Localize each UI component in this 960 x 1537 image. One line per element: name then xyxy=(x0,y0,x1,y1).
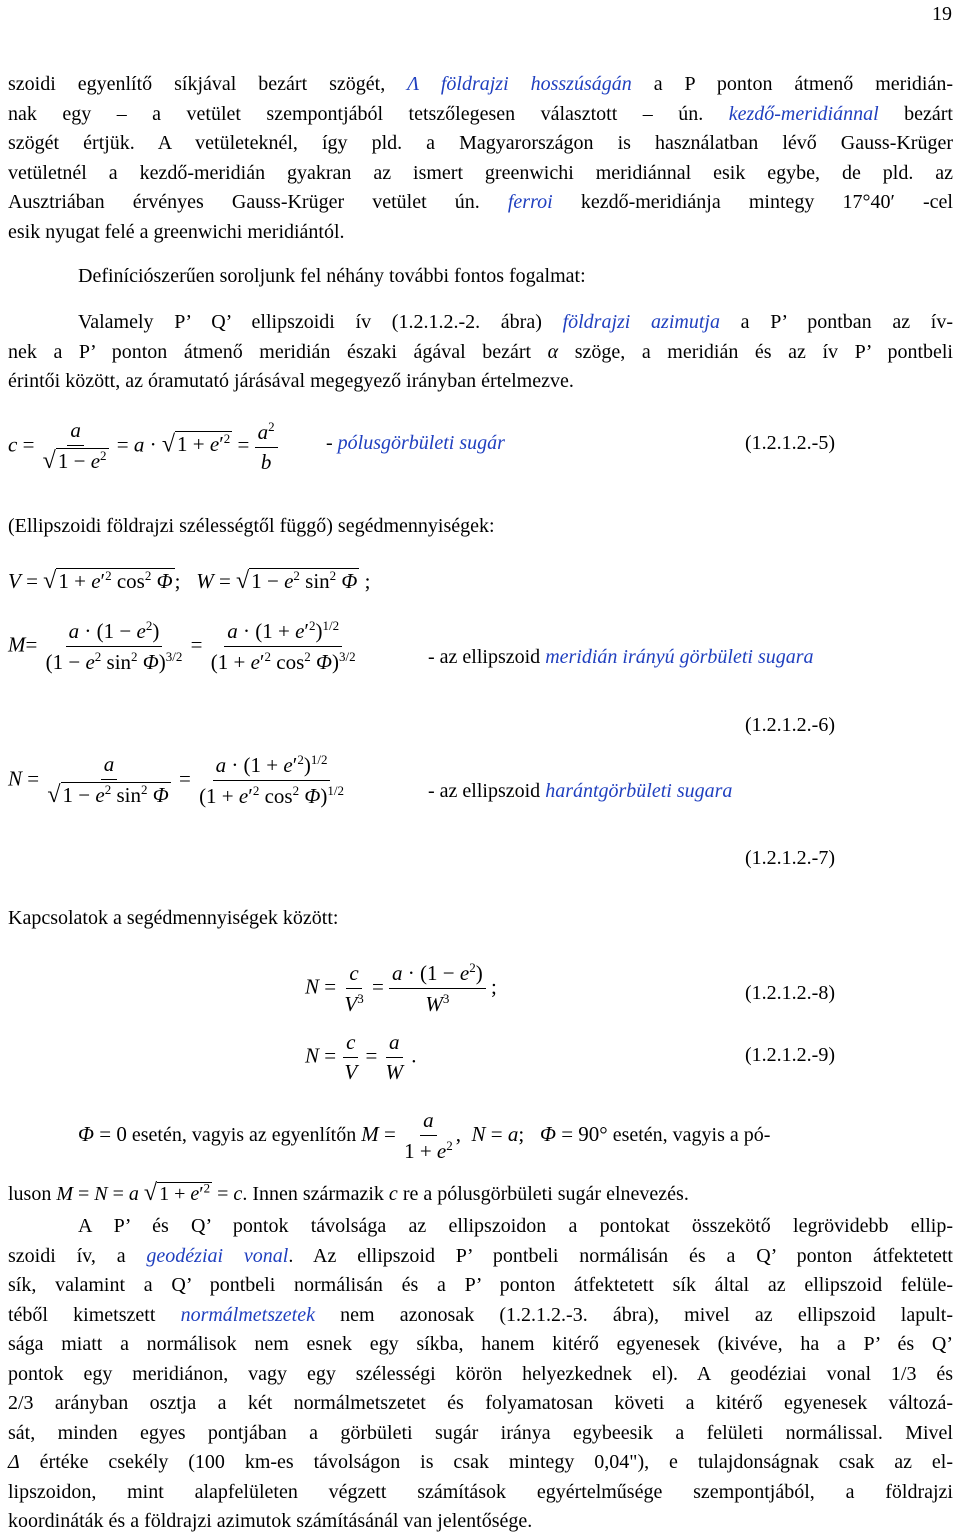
term-geographic-longitude: földrajzi hosszúságán xyxy=(418,73,632,95)
paragraph-longitude xyxy=(8,70,953,247)
equation-relation-8: N = $\frac{c}{V^3}$ = $\frac{a \cdot (1 - e^2)}{W^3}$ ; xyxy=(305,960,497,1016)
equation-number: (1.2.1.2.-7) xyxy=(745,847,835,869)
equation-description: - az ellipszoid harántgörbületi sugara xyxy=(428,780,733,802)
equation-auxiliary-vw: $V = √1 + e'^2$ $\cos^2 \Phi$; $W = √1 - e^2$ $\sin^2 \Phi$ ; xyxy=(8,568,371,594)
equation-meridian-radius: M= $\frac{a \cdot (1 - e^2)}{(1 - e^2 \sin^2 \Phi)^{3/2}}$ = $\frac{a \cdot (1 + e'^2)^{1/2}}{(1 + e'^2 \cos^2 \Phi)^{3/2}}$ xyxy=(8,618,356,674)
angle-value: 17°40′ xyxy=(842,191,895,213)
lambda-symbol: Λ xyxy=(407,73,419,95)
text-line: Valamely P’ Q’ ellipszoidi ív (1.2.1.2.-2. ábra) földrajzi azimutja a P’ pontban az ív- xyxy=(78,311,953,333)
term-azimuth: földrajzi azimutja xyxy=(562,311,720,333)
text-line: Ausztriában érvényes Gauss-Krüger vetület ún. ferroi kezdő-meridiánja mintegy 17°40′ -cel xyxy=(8,191,953,213)
text-line: koordináták és a földrajzi azimutok számításánál van jelentősége. xyxy=(8,1510,533,1532)
delta-symbol: Δ xyxy=(8,1451,20,1473)
text-line: téből kimetszett normálmetszetek nem azonosak (1.2.1.2.-3. ábra), mivel az ellipszoid lapult- xyxy=(8,1303,953,1326)
text-line: sága miatt a normálisok nem esnek egy síkba, hanem kitérő egyenesek (kivéve, ha a P’ és Q’ xyxy=(8,1333,953,1355)
equation-description: - az ellipszoid meridián irányú görbületi sugara xyxy=(428,646,814,668)
text-line: esik nyugat felé a greenwichi meridiántól. xyxy=(8,220,345,243)
paragraph-azimuth xyxy=(8,308,953,397)
equation-number: (1.2.1.2.-6) xyxy=(745,714,835,736)
paragraph-relations: Kapcsolatok a segédmennyiségek között: xyxy=(8,907,339,929)
text-line: érintői között, az óramutató járásával megegyező irányban értelmezve. xyxy=(8,370,574,392)
text-line: nak egy – a vetület szempontjából tetszőlegesen választott – ún. kezdő-meridiánnal bezárt xyxy=(8,102,953,125)
text-line: 2/3 arányban osztja a két normálmetszetet és folyamatosan követi a kitérő egyenesek változá- xyxy=(8,1392,953,1414)
text-line: vetületnél a kezdő-meridián gyakran az ismert greenwichi meridiánnal esik egybe, de pld. az xyxy=(8,161,953,184)
text-line: luson M = N = a √ $1 + e'^2 = c$. Innen származik c re a pólusgörbületi sugár elnevezés. xyxy=(8,1180,689,1206)
text-line: nek a P’ ponton átmenő meridián északi ágával bezárt α szöge, a meridián és az ív P’ pontbeli xyxy=(8,340,953,363)
paragraph-definitions: Definíciószerűen soroljunk fel néhány további fontos fogalmat: xyxy=(78,265,586,287)
term-meridian-radius: meridián irányú görbületi sugara xyxy=(545,646,814,668)
paragraph-auxiliary: (Ellipszoidi földrajzi szélességtől függő) segédmennyiségek: xyxy=(8,515,495,537)
paragraph-geodesic xyxy=(8,1212,953,1537)
term-polar-radius: pólusgörbületi sugár xyxy=(337,432,505,454)
text-line: A P’ és Q’ pontok távolsága az ellipszoidon a pontokat összekötő legrövidebb ellip- xyxy=(78,1215,953,1237)
equation-polar-radius: c = $\frac{a}{√1 - e^2}$ = $a \cdot √1 + e'^2$ = $\frac{a^2}{b}$ xyxy=(8,418,278,475)
term-normal-sections: normálmetszetek xyxy=(180,1303,315,1326)
term-transverse-radius: harántgörbületi sugara xyxy=(545,780,733,802)
equation-number: (1.2.1.2.-8) xyxy=(745,982,835,1004)
equation-number: (1.2.1.2.-5) xyxy=(745,432,835,454)
text-line: Δ értéke csekély (100 km-es távolságon is csak mintegy 0,04"), e tulajdonságnak csak az el- xyxy=(8,1451,953,1473)
equation-special-cases: Φ = 0 esetén, vagyis az egyenlítőn M = $\frac{a}{1 + e^2}$ , N = a; Φ = 90° esetén, vagyis a pó- xyxy=(78,1108,771,1163)
page-number: 19 xyxy=(932,3,952,25)
text-line: szoidi egyenlítő síkjával bezárt szögét, Λ földrajzi hosszúságán a P ponton átmenő meridián- xyxy=(8,73,953,95)
text-line: sát, minden egyes pontjában a görbületi sugár iránya egybeesik a felületi normálissal. Mivel xyxy=(8,1421,953,1444)
term-prime-meridian: kezdő-meridiánnal xyxy=(728,102,879,125)
equation-normal-radius: N = $\frac{a}{√1 - e^2 \sin^2 \Phi}$ = $\frac{a \cdot (1 + e'^2)^{1/2}}{(1 + e'^2 \cos^2 \Phi)^{1/2}}$ xyxy=(8,752,344,808)
term-ferroi: ferroi xyxy=(507,191,553,213)
text-line: szögét értjük. A vetületeknél, így pld. a Magyarországon is használatban lévő Gauss-Krüger xyxy=(8,132,953,154)
text-line: lipszoidon, mint alapfelületen végzett számítások egyértelműsége szempontjából, a földrajzi xyxy=(8,1480,953,1503)
term-geodesic-line: geodéziai vonal xyxy=(146,1244,289,1267)
text-line: sík, valamint a Q’ pontbeli normálisán és a P’ ponton átfektetett sík által az ellipszoid felüle- xyxy=(8,1274,953,1296)
equation-relation-9: N = $\frac{c}{V}$ = $\frac{a}{W}$ . xyxy=(305,1030,417,1084)
alpha-symbol: α xyxy=(547,340,559,363)
equation-description: - pólusgörbületi sugár xyxy=(326,432,505,454)
text-line: pontok egy meridiánon, vagy egy szélességi körön helyezkednek el). A geodéziai vonal 1/3 és xyxy=(8,1362,953,1385)
text-line: szoidi ív, a geodéziai vonal. Az ellipszoid P’ pontbeli normálisán és a Q’ ponton átfektetett xyxy=(8,1244,953,1267)
equation-number: (1.2.1.2.-9) xyxy=(745,1044,835,1066)
